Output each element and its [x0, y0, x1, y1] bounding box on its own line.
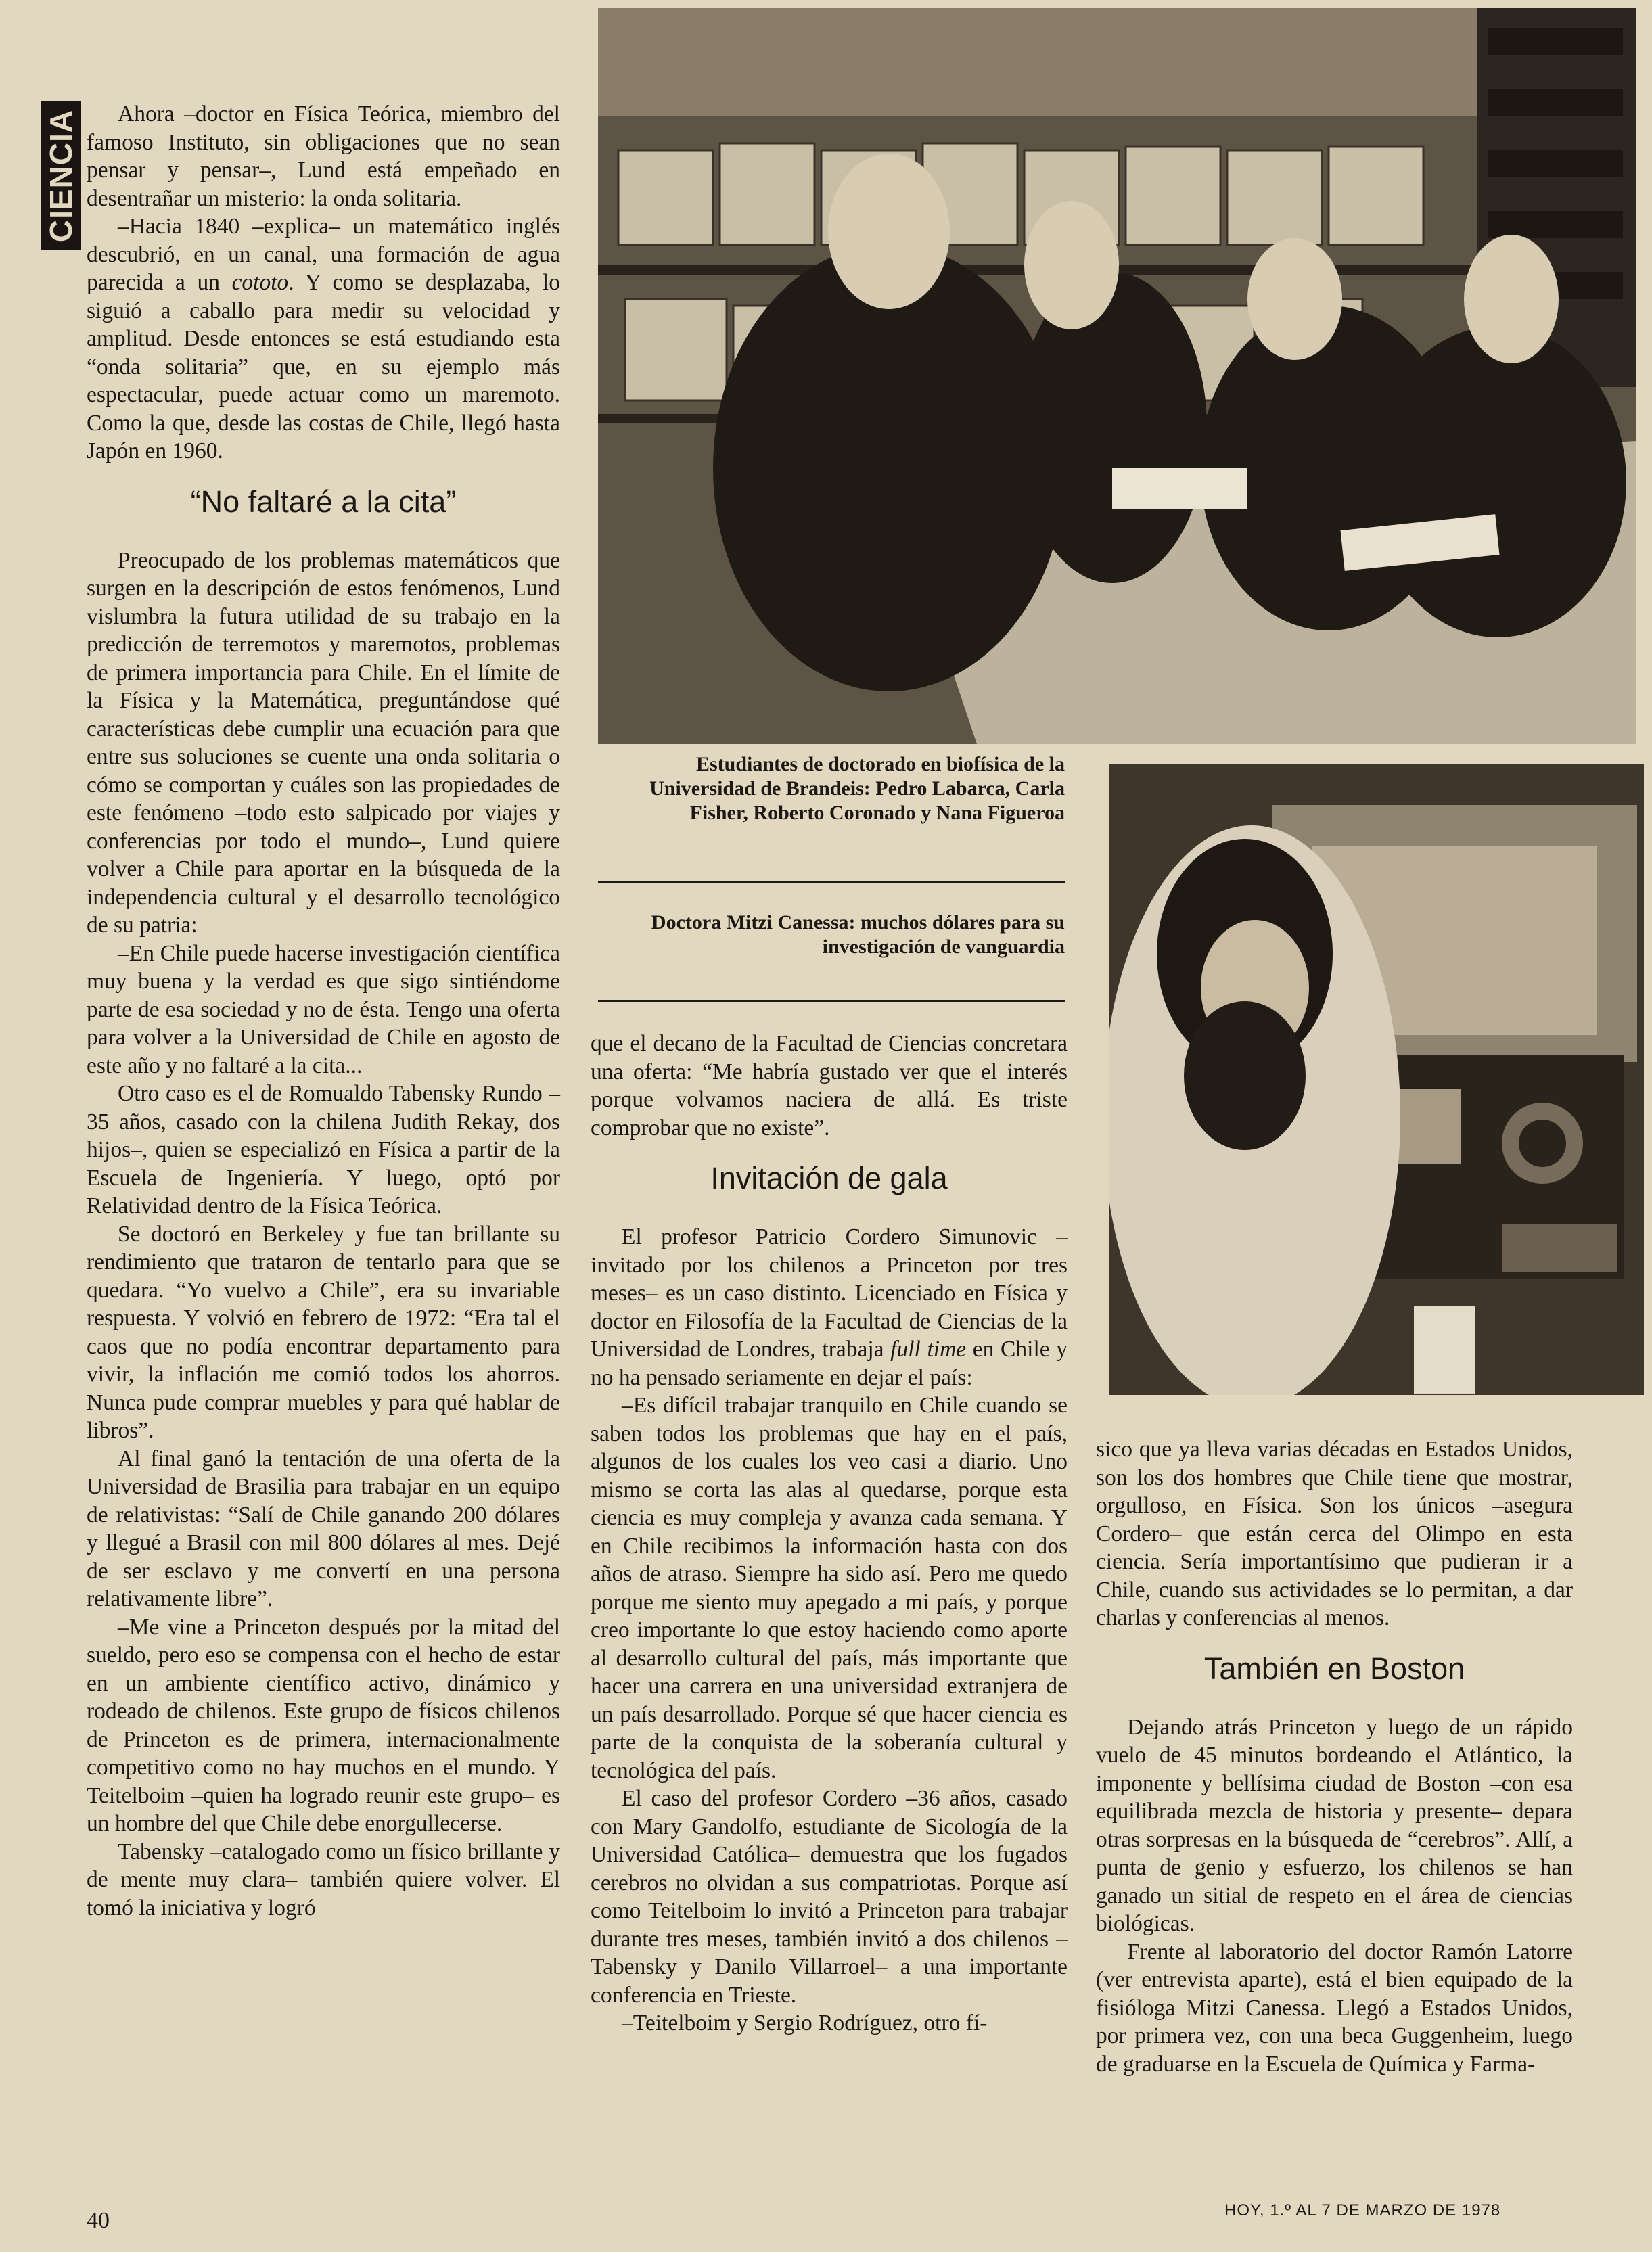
column-2	[591, 1030, 1068, 2038]
divider	[598, 881, 1065, 883]
page-number: 40	[87, 2208, 110, 2233]
paragraph: Dejando atrás Princeton y luego de un rápido vuelo de 45 minutos bordeando el Atlántico, la imponente y bellísima ciudad de Boston –con esa equilibrada mezcla de historia y presente– depara otras sorpresas en la búsqueda de “cerebros”. Allí, a punta de genio y esfuerzo, los chilenos se han ganado un sitial de respeto en el área de ciencias biológicas.	[1096, 1714, 1573, 1936]
photo-caption-students: Estudiantes de doctorado en biofísica de la Universidad de Brandeis: Pedro Labarca, Carla Fisher, Roberto Coronado y Nana Figueroa	[649, 753, 1065, 824]
paragraph: El caso del profesor Cordero –36 años, casado con Mary Gandolfo, estudiante de Sicología de la Universidad Católica– demuestra que los fugados cerebros no olvidan a sus compatriotas. Porque así como Teitelboim lo invitó a Princeton para trabajar durante tres meses, también invitó a dos chilenos –Tabensky y Danilo Villarroel– a una importante conferencia en Trieste.	[591, 1786, 1068, 2008]
paragraph: –Me vine a Princeton después por la mitad del sueldo, pero eso se compensa con el hecho de estar en un ambiente científico activo, dinámico y rodeado de chilenos. Este grupo de físicos chilenos de Princeton es de primera, internacionalmente competitivo como no hay muchos en el mundo. Y Teitelboim –quien ha logrado reunir este grupo– es un hombre del que Chile debe enorgullecerse.	[87, 1614, 560, 1836]
paragraph: –Hacia 1840 –explica– un matemático inglés descubrió, en un canal, una formación de agua parecida a un cototo. Y como se desplazaba, lo siguió a caballo para medir su velocidad y amplitud. Desde entonces se está estudiando esta “onda solitaria” que, en su ejemplo más espectacular, puede actuar como un maremoto. Como la que, desde las costas de Chile, llegó hasta Japón en 1960.	[87, 214, 560, 463]
photo-laboratory-illustration	[1109, 764, 1644, 1395]
photo-students-illustration	[598, 8, 1636, 744]
photo-laboratory	[1109, 764, 1644, 1395]
divider	[598, 1000, 1065, 1002]
paragraph: sico que ya lleva varias décadas en Estados Unidos, son los dos hombres que Chile tiene que mostrar, orgulloso, en Física. Son los únicos –asegura Cordero– que están cerca del Olimpo en esta ciencia. Sería importantísimo que pudieran ir a Chile, cuando sus actividades se lo permitan, a dar charlas y conferencias al menos.	[1096, 1437, 1573, 1630]
paragraph: Frente al laboratorio del doctor Ramón Latorre (ver entrevista aparte), está el bien equipado de la fisióloga Mitzi Canessa. Llegó a Estados Unidos, por primera vez, con una beca Guggenheim, luego de graduarse en la Escuela de Química y Farma-	[1096, 1939, 1573, 2077]
photo-caption-canessa: Doctora Mitzi Canessa: muchos dólares para su investigación de vanguardia	[651, 911, 1065, 958]
column-1	[87, 100, 560, 1922]
paragraph: Tabensky –catalogado como un físico brillante y de mente muy clara– también quiere volver. El tomó la iniciativa y logró	[87, 1839, 560, 1921]
paragraph: –En Chile puede hacerse investigación científica muy buena y la verdad es que sigo sintiéndome parte de esa sociedad y no de ésta. Tengo una oferta para volver a la Universidad de Chile en agosto de este año y no faltaré a la cita...	[87, 940, 560, 1078]
issue-date: HOY, 1.º AL 7 DE MARZO DE 1978	[1224, 2201, 1501, 2220]
paragraph: Otro caso es el de Romualdo Tabensky Rundo –35 años, casado con la chilena Judith Rekay, dos hijos–, quien se especializó en Física a partir de la Escuela de Ingeniería. Y luego, optó por Relatividad dentro de la Física Teórica.	[87, 1081, 560, 1218]
photo-students	[598, 8, 1636, 744]
paragraph: Se doctoró en Berkeley y fue tan brillante su rendimiento que trataron de tentarlo para que se quedara. “Yo vuelvo a Chile”, era su invariable respuesta. Y volvió en febrero de 1972: “Era tal el caos que no podía encontrar departamento para vivir, la inflación me comió todos los ahorros. Nunca pude comprar muebles y para qué hablar de libros”.	[87, 1221, 560, 1443]
column-3	[1096, 1435, 1573, 2078]
paragraph: –Es difícil trabajar tranquilo en Chile cuando se saben todos los problemas que hay en el país, algunos de los cuales los veo casi a diario. Uno mismo se corta las alas al quedarse, porque esta ciencia es muy compleja y avanza cada semana. Y en Chile recibimos la información hasta con dos años de atraso. Siempre ha sido así. Pero me quedo porque me siento muy apegado a mi país, y porque creo importante lo que estoy haciendo como aporte al desarrollo cultural del país, más importante que hacer una carrera en una universidad extranjera de un país desarrollado. Porque sé que hacer ciencia es parte de la conquista de la soberanía cultural y tecnológica del país.	[591, 1393, 1068, 1783]
paragraph: Al final ganó la tentación de una oferta de la Universidad de Brasilia para trabajar en un equipo de relativistas: “Salí de Chile ganando 200 dólares y llegué a Brasil con mil 800 dólares al mes. Dejé de ser esclavo y me convertí en una persona relativamente libre”.	[87, 1446, 560, 1611]
subheading: También en Boston	[1203, 1651, 1465, 1686]
paragraph: que el decano de la Facultad de Ciencias concretara una oferta: “Me habría gustado ver que el interés porque volvamos naciera de allá. Es triste comprobar que no existe”.	[591, 1031, 1068, 1141]
paragraph: Ahora –doctor en Física Teórica, miembro del famoso Instituto, sin obligaciones que no sean pensar y pensar–, Lund está empeñado en desentrañar un misterio: la onda solitaria.	[87, 101, 560, 211]
paragraph: El profesor Patricio Cordero Simunovic –invitado por los chilenos a Princeton por tres meses– es un caso distinto. Licenciado en Física y doctor en Filosofía de la Facultad de Ciencias de la Universidad de Londres, trabaja full time en Chile y no ha pensado seriamente en dejar el país:	[591, 1224, 1068, 1390]
subheading: Invitación de gala	[710, 1161, 948, 1195]
subheading: “No faltaré a la cita”	[190, 484, 457, 519]
paragraph: Preocupado de los problemas matemáticos que surgen en la descripción de estos fenómenos, Lund vislumbra la futura utilidad de su trabajo en la predicción de terremotos y maremotos, problemas de primera importancia para Chile. En el límite de la Física y la Matemática, preguntándose qué características debe cumplir una ecuación para que entre sus soluciones se cuente una onda solitaria o cómo se comportan y cuáles son las propiedades de este fenómeno –todo esto salpicado por viajes y conferencias por todo el mundo–, Lund quiere volver a Chile para aportar en la búsqueda de la independencia cultural y el desarrollo tecnológico de su patria:	[87, 547, 560, 938]
section-label: CIENCIA	[41, 101, 81, 250]
paragraph: –Teitelboim y Sergio Rodríguez, otro fí-	[622, 2010, 988, 2036]
